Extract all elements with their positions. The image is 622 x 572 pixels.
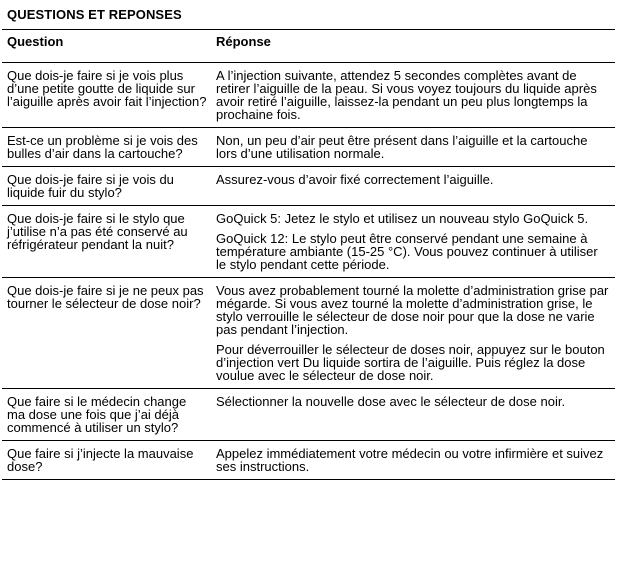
answer-cell (211, 63, 615, 128)
answer-paragraph: Assurez-vous d’avoir fixé correctement l’aiguille. (216, 172, 494, 187)
answer-cell (211, 389, 615, 441)
table-row (2, 167, 615, 206)
answer-cell (211, 167, 615, 206)
answer-column-header: Réponse (211, 30, 615, 63)
answer-paragraph: Vous avez probablement tourné la molette d’administration grise par mégarde. Si vous avez tourné la molette d’administration grise, le stylo verrouille le sélecteur de dose noir pour que la dose ne varie pas pendant l’injection. (216, 283, 609, 337)
answer-paragraph: GoQuick 12: Le stylo peut être conservé pendant une semaine à température ambiante (15-25 °C). Vous pouvez continuer à utiliser le stylo pendant cette période. (216, 231, 598, 272)
answer-paragraph: Appelez immédiatement votre médecin ou votre infirmière et suivez ses instructions. (216, 446, 604, 474)
answer-paragraph: GoQuick 5: Jetez le stylo et utilisez un nouveau stylo GoQuick 5. (216, 211, 589, 226)
answer-cell (211, 441, 615, 480)
question-column-header: Question (2, 30, 211, 63)
answer-cell (211, 206, 615, 278)
answer-cell (211, 278, 615, 389)
table-row (2, 128, 615, 167)
page-title: QUESTIONS ET REPONSES (7, 7, 182, 22)
question-cell: Que dois-je faire si je vois du liquide fuir du stylo? (2, 167, 211, 206)
answer-paragraph: Pour déverrouiller le sélecteur de doses noir, appuyez sur le bouton d’injection vert Du liquide sortira de l’aiguille. Puis réglez la dose voulue avec le sélecteur de dose noir. (216, 342, 605, 383)
answer-paragraph: A l’injection suivante, attendez 5 secondes complètes avant de retirer l’aiguille de la peau. Si vous voyez toujours du liquide après avoir retiré l’aiguille, laissez-la pendant un peu plus longtemps la prochaine fois. (216, 68, 597, 122)
qa-table (2, 29, 615, 480)
answer-paragraph: Non, un peu d’air peut être présent dans l’aiguille et la cartouche lors d’une utilisation normale. (216, 133, 588, 161)
header-row (2, 30, 615, 63)
qa-body (2, 63, 615, 480)
table-row (2, 441, 615, 480)
question-cell: Que faire si j’injecte la mauvaise dose? (2, 441, 211, 480)
table-row (2, 63, 615, 128)
question-cell: Que dois-je faire si le stylo que j’utilise n’a pas été conservé au réfrigérateur pendant la nuit? (2, 206, 211, 278)
question-cell: Que faire si le médecin change ma dose une fois que j’ai déjà commencé à utiliser un stylo? (2, 389, 211, 441)
table-row (2, 206, 615, 278)
question-cell: Que dois-je faire si je vois plus d’une petite goutte de liquide sur l’aiguille après avoir fait l’injection? (2, 63, 211, 128)
table-row (2, 389, 615, 441)
answer-cell (211, 128, 615, 167)
question-cell: Que dois-je faire si je ne peux pas tourner le sélecteur de dose noir? (2, 278, 211, 389)
question-cell: Est-ce un problème si je vois des bulles d’air dans la cartouche? (2, 128, 211, 167)
table-row (2, 278, 615, 389)
answer-paragraph: Sélectionner la nouvelle dose avec le sélecteur de dose noir. (216, 394, 566, 409)
